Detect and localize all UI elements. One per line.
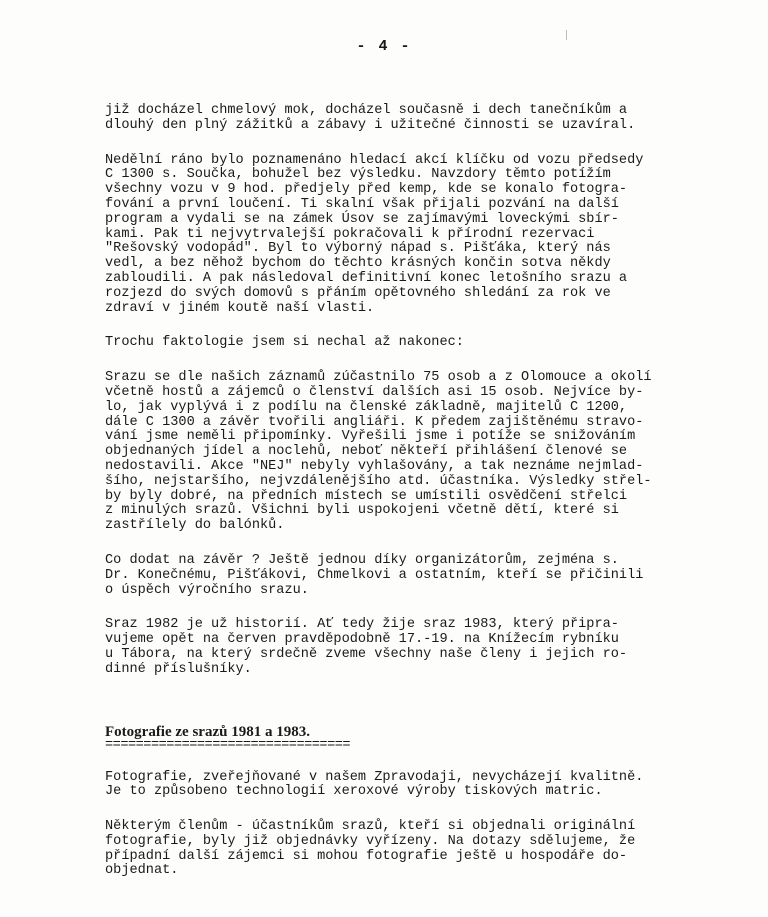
text-line: Co dodat na závěr ? Ještě jednou díky organizátorům, zejména s. bbox=[105, 552, 619, 568]
text-line: zabloudili. A pak následoval definitivní konec letošního srazu a bbox=[105, 270, 628, 286]
text-line: dále C 1300 a závěr tvořili angliáři. K předem zajištěnému stravo- bbox=[105, 414, 644, 430]
text-line: Některým členům - účastníkům srazů, kteří si objednali originální bbox=[105, 819, 636, 835]
text-line: rozjezd do svých domovů s přáním opětovného shledání za rok ve bbox=[105, 285, 611, 301]
text-line: vedl, a bez něhož bychom do těchto krásných končin sotva někdy bbox=[105, 256, 611, 272]
text-line: Trochu faktologie jsem si nechal až nakonec: bbox=[105, 335, 464, 351]
margin-mark bbox=[566, 30, 567, 40]
paragraph bbox=[105, 371, 685, 534]
text-line: již docházel chmelový mok, docházel současně i dech tanečníkům a bbox=[105, 103, 628, 118]
paragraph bbox=[105, 554, 685, 598]
text-line: zdraví v jiném koutě naší vlasti. bbox=[105, 300, 375, 316]
article-text bbox=[105, 104, 685, 678]
text-line: případní další zájemci si mohou fotografie ještě u hospodáře do- bbox=[105, 848, 628, 864]
text-line: lo, jak vyplývá i z podílu na členské základně, majitelů C 1200, bbox=[105, 399, 628, 415]
section-heading: Fotografie ze srazů 1981 a 1983. bbox=[105, 723, 310, 740]
paragraph bbox=[105, 154, 685, 317]
text-line: C 1300 s. Součka, bohužel bez výsledku. Navzdory těmto potížím bbox=[105, 167, 611, 183]
text-line: by byly dobré, na předních místech se umístili osvědčení střelci bbox=[105, 488, 628, 504]
text-line: objednat. bbox=[105, 863, 179, 879]
text-line: kami. Pak ti nejvytrvalejší pokračovali k přírodní rezervaci bbox=[105, 226, 595, 242]
text-line: program a vydali se na zámek Úsov se zajímavými loveckými sbír- bbox=[105, 211, 619, 227]
text-line: o úspěch výročního srazu. bbox=[105, 582, 309, 598]
paragraph bbox=[105, 771, 685, 801]
text-line: Nedělní ráno bylo poznamenáno hledací akcí klíčku od vozu předsedy bbox=[105, 152, 644, 168]
text-line: dlouhý den plný zážitků a zábavy i užitečné činnosti se uzavíral. bbox=[105, 117, 636, 133]
text-line: z minulých srazů. Všichni byli uspokojeni včetně dětí, které si bbox=[105, 503, 619, 519]
paragraph bbox=[105, 336, 685, 351]
text-line: "Rešovský vodopád". Byl to výborný nápad s. Pišťáka, který nás bbox=[105, 241, 611, 257]
text-line: fování a první loučení. Ti skalní však přijali pozvání na další bbox=[105, 196, 619, 212]
text-line: Srazu se dle našich záznamů zúčastnilo 75 osob a z Olomouce a okolí bbox=[105, 370, 652, 386]
text-line: včetně hostů a zájemců o členství dalších asi 15 osob. Nejvíce by- bbox=[105, 384, 644, 400]
text-line: dinné příslušníky. bbox=[105, 661, 252, 677]
page-number: - 4 - bbox=[356, 38, 412, 55]
text-line: Dr. Konečnému, Pišťákovi, Chmelkovi a ostatním, kteří se přičinili bbox=[105, 567, 644, 583]
heading-underline: ================================ bbox=[105, 737, 351, 753]
text-line: Je to způsobeno technologií xeroxové výroby tiskových matric. bbox=[105, 784, 603, 800]
document-body bbox=[105, 104, 685, 899]
text-line: šího, nejstaršího, nejvzdálenějšího atd. účastníka. Výsledky střel- bbox=[105, 473, 652, 489]
text-line: vujeme opět na červen pravděpodobně 17.-19. na Knížecím rybníku bbox=[105, 632, 619, 648]
text-line: nedostavili. Akce "NEJ" nebyly vyhlašovány, a tak neznáme nejmlad- bbox=[105, 458, 644, 474]
paragraph bbox=[105, 820, 685, 879]
text-line: všechny vozu v 9 hod. předjely před kemp, kde se konalo fotogra- bbox=[105, 182, 628, 198]
section-text bbox=[105, 771, 685, 880]
text-line: objednaných jídel a noclehů, neboť někteří přihlášení členové se bbox=[105, 444, 628, 460]
text-line: vání jsme neměli připomínky. Vyřešili jsme i potíže se snižováním bbox=[105, 429, 636, 445]
text-line: Sraz 1982 je už historií. Ať tedy žije sraz 1983, který připra- bbox=[105, 617, 619, 633]
paragraph bbox=[105, 618, 685, 677]
text-line: u Tábora, na který srdečně zveme všechny naše členy i jejich ro- bbox=[105, 646, 628, 662]
text-line: Fotografie, zveřejňované v našem Zpravodaji, nevycházejí kvalitně. bbox=[105, 769, 644, 785]
text-line: fotografie, byly již objednávky vyřízeny. Na dotazy sdělujeme, že bbox=[105, 833, 636, 849]
text-line: zastřílely do balónků. bbox=[105, 518, 285, 534]
paragraph bbox=[105, 104, 685, 134]
